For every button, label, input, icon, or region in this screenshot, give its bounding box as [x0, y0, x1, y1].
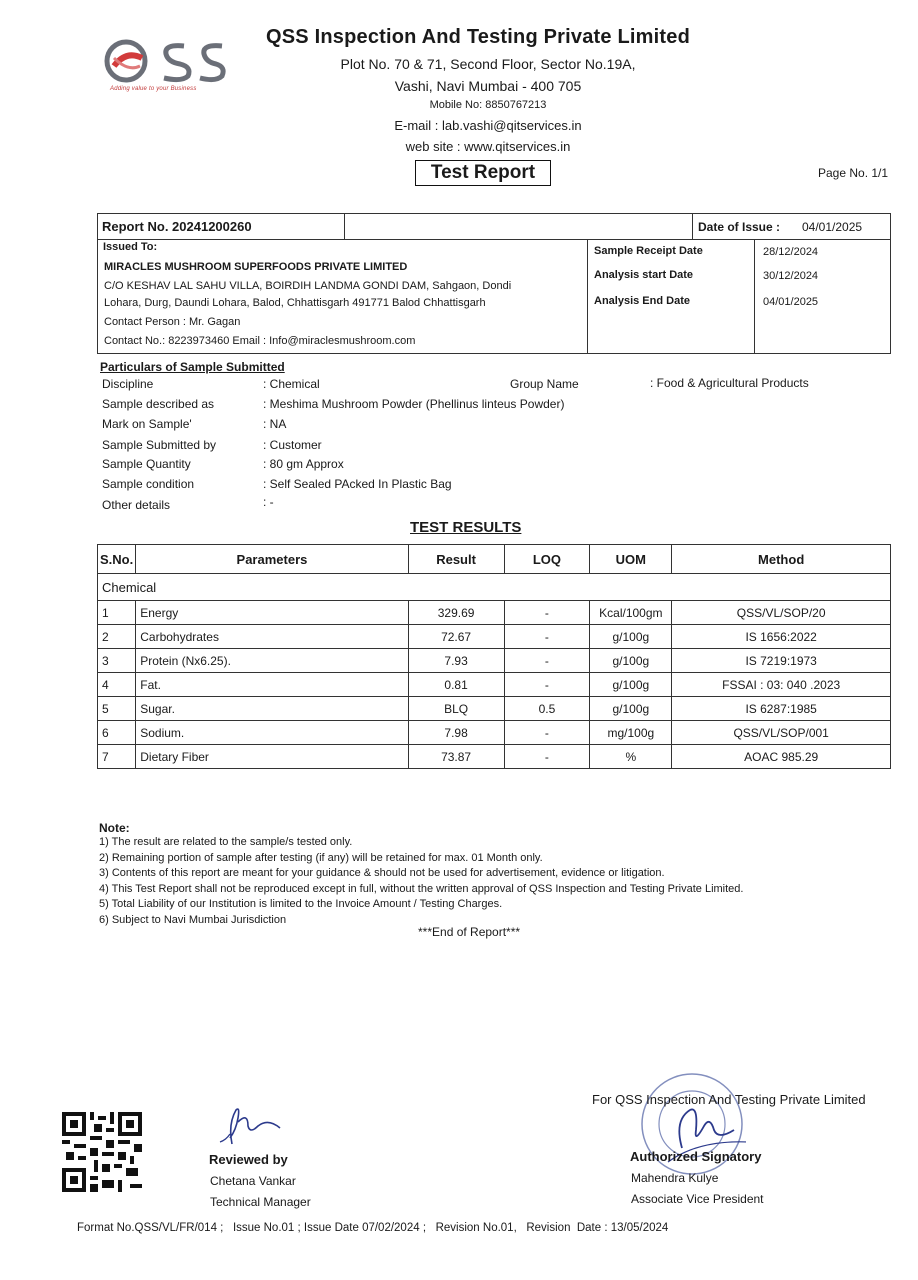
particular-value: : NA: [263, 417, 287, 431]
cell-uom: %: [590, 745, 672, 769]
cell-method: IS 1656:2022: [672, 625, 891, 649]
cell-sno: 6: [98, 721, 136, 745]
cell-loq: -: [504, 649, 590, 673]
email: E-mail : lab.vashi@qitservices.in: [394, 118, 582, 133]
analysis-start-label: Analysis start Date: [594, 269, 694, 281]
column-header: UOM: [590, 545, 672, 574]
analysis-start-date: 30/12/2024: [763, 270, 819, 282]
cell-uom: mg/100g: [590, 721, 672, 745]
particular-value: : Chemical: [263, 377, 320, 391]
cell-parameter: Fat.: [136, 673, 408, 697]
website: web site : www.qitservices.in: [405, 139, 571, 154]
contact-person: Contact Person : Mr. Gagan: [104, 316, 241, 328]
cell-uom: g/100g: [590, 673, 672, 697]
cell-parameter: Sugar.: [136, 697, 408, 721]
signatory-title: Associate Vice President: [631, 1192, 764, 1206]
column-header: Parameters: [136, 545, 408, 574]
note-item: 6) Subject to Navi Mumbai Jurisdiction: [99, 913, 287, 926]
cell-uom: g/100g: [590, 697, 672, 721]
cell-sno: 4: [98, 673, 136, 697]
document-title: Test Report: [415, 160, 551, 186]
cell-method: IS 6287:1985: [672, 697, 891, 721]
end-of-report: ***End of Report***: [418, 925, 521, 939]
section-label: Chemical: [98, 574, 891, 601]
cell-method: IS 7219:1973: [672, 649, 891, 673]
table-row: [98, 649, 891, 673]
date-of-issue: 04/01/2025: [802, 220, 863, 234]
cell-loq: -: [504, 673, 590, 697]
particular-label: Mark on Sample': [102, 417, 192, 431]
test-results-heading: TEST RESULTS: [410, 519, 522, 536]
cell-method: AOAC 985.29: [672, 745, 891, 769]
particular-label: Sample condition: [102, 477, 195, 491]
contact-number: Contact No.: 8223973460 Email : Info@miraclesmushroom.com: [104, 335, 416, 347]
cell-parameter: Protein (Nx6.25).: [136, 649, 408, 673]
cell-uom: g/100g: [590, 625, 672, 649]
for-company-label: For QSS Inspection And Testing Private Limited: [592, 1092, 866, 1107]
logo-tagline: Adding value to your Business: [110, 86, 197, 92]
cell-loq: -: [504, 601, 590, 625]
cell-result: 329.69: [408, 601, 504, 625]
table-header-row: [98, 545, 891, 574]
analysis-end-date: 04/01/2025: [763, 296, 819, 308]
table-row: [98, 625, 891, 649]
cell-loq: -: [504, 625, 590, 649]
table-row: [98, 697, 891, 721]
date-of-issue-label: Date of Issue :: [698, 220, 781, 234]
notes-heading: Note:: [99, 821, 130, 835]
column-header: Result: [408, 545, 504, 574]
reviewer-title: Technical Manager: [210, 1195, 311, 1209]
cell-method: FSSAI : 03: 040 .2023: [672, 673, 891, 697]
reviewer-name: Chetana Vankar: [210, 1174, 296, 1188]
table-row: [98, 601, 891, 625]
reviewed-by-label: Reviewed by: [209, 1152, 288, 1167]
cell-uom: g/100g: [590, 649, 672, 673]
cell-sno: 5: [98, 697, 136, 721]
cell-loq: -: [504, 721, 590, 745]
report-header-box: [97, 213, 891, 354]
cell-result: BLQ: [408, 697, 504, 721]
sample-receipt-date: 28/12/2024: [763, 246, 819, 258]
address-line-1: Plot No. 70 & 71, Second Floor, Sector No.19A,: [340, 56, 636, 72]
cell-method: QSS/VL/SOP/20: [672, 601, 891, 625]
results-table: [97, 544, 891, 769]
column-header: Method: [672, 545, 891, 574]
cell-result: 73.87: [408, 745, 504, 769]
cell-uom: Kcal/100gm: [590, 601, 672, 625]
page-number: Page No. 1/1: [818, 166, 889, 180]
client-address-2: Lohara, Durg, Daundi Lohara, Balod, Chhattisgarh 491771 Balod Chhattisgarh: [104, 297, 486, 309]
mobile-number: Mobile No: 8850767213: [429, 99, 547, 111]
analysis-end-label: Analysis End Date: [594, 295, 690, 307]
particular-label: Sample Submitted by: [102, 438, 217, 452]
table-row: [98, 721, 891, 745]
report-number: Report No. 20241200260: [102, 219, 252, 234]
note-item: 1) The result are related to the sample/s tested only.: [99, 836, 353, 848]
particular-value: : -: [263, 495, 274, 509]
particular-label: Other details: [102, 498, 171, 512]
particulars-heading: Particulars of Sample Submitted: [100, 360, 285, 374]
signatory-name: Mahendra Kulye: [631, 1171, 719, 1185]
cell-parameter: Energy: [136, 601, 408, 625]
particular-label: Sample Quantity: [102, 457, 191, 471]
qss-logo: [104, 36, 226, 86]
issued-to-label: Issued To:: [103, 241, 158, 253]
cell-result: 7.98: [408, 721, 504, 745]
notes-block: [99, 822, 743, 928]
cell-sno: 1: [98, 601, 136, 625]
company-name: QSS Inspection And Testing Private Limited: [266, 26, 691, 48]
cell-parameter: Dietary Fiber: [136, 745, 408, 769]
cell-sno: 3: [98, 649, 136, 673]
cell-loq: 0.5: [504, 697, 590, 721]
cell-result: 72.67: [408, 625, 504, 649]
note-item: 4) This Test Report shall not be reproduced except in full, without the written approval of QSS Inspection and Testing Private Limited.: [99, 882, 744, 895]
column-header: LOQ: [504, 545, 590, 574]
group-name-value: : Food & Agricultural Products: [650, 376, 809, 390]
address-line-2: Vashi, Navi Mumbai - 400 705: [394, 78, 582, 94]
group-name-label: Group Name: [510, 377, 579, 391]
cell-sno: 7: [98, 745, 136, 769]
note-item: 2) Remaining portion of sample after testing (if any) will be retained for max. 01 Month only.: [99, 851, 543, 864]
authorized-signatory-label: Authorized Signatory: [630, 1149, 762, 1164]
table-row: [98, 745, 891, 769]
cell-parameter: Sodium.: [136, 721, 408, 745]
cell-method: QSS/VL/SOP/001: [672, 721, 891, 745]
format-footer: Format No.QSS/VL/FR/014 ; Issue No.01 ; Issue Date 07/02/2024 ; Revision No.01, Revision Date : 13/05/2024: [77, 1222, 669, 1234]
note-item: 3) Contents of this report are meant for your guidance & should not be used for advertisement, evidence or litigation.: [99, 867, 665, 879]
cell-sno: 2: [98, 625, 136, 649]
particular-label: Discipline: [102, 377, 154, 391]
column-header: S.No.: [98, 545, 136, 574]
particular-value: : Meshima Mushroom Powder (Phellinus linteus Powder): [263, 397, 565, 411]
note-item: 5) Total Liability of our Institution is limited to the Invoice Amount / Testing Charges.: [99, 898, 503, 910]
cell-loq: -: [504, 745, 590, 769]
table-row: [98, 673, 891, 697]
qr-code: [62, 1112, 142, 1192]
client-name: MIRACLES MUSHROOM SUPERFOODS PRIVATE LIMITED: [104, 261, 408, 273]
particular-value: : Self Sealed PAcked In Plastic Bag: [263, 477, 452, 491]
particular-value: : Customer: [263, 438, 322, 452]
particular-value: : 80 gm Approx: [263, 457, 344, 471]
cell-result: 7.93: [408, 649, 504, 673]
section-row: [98, 574, 891, 601]
sample-receipt-label: Sample Receipt Date: [594, 245, 703, 257]
cell-result: 0.81: [408, 673, 504, 697]
client-address-1: C/O KESHAV LAL SAHU VILLA, BOIRDIH LANDMA GONDI DAM, Sahgaon, Dondi: [104, 280, 512, 292]
reviewer-signature: [218, 1104, 286, 1148]
particular-label: Sample described as: [102, 397, 215, 411]
cell-parameter: Carbohydrates: [136, 625, 408, 649]
